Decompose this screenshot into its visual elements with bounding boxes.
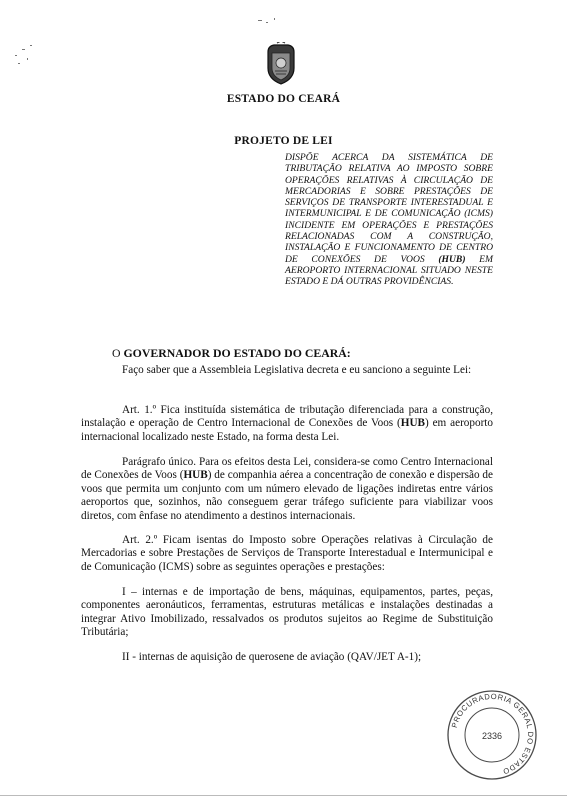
bill-summary-text-after: EM AEROPORTO INTERNACIONAL SITUADO NESTE ESTADO E DÁ OUTRAS PROVIDÊNCIAS. [285, 253, 493, 288]
article-1 [81, 404, 493, 444]
enactment-clause: Faço saber que a Assembleia Legislativa decreta e eu sanciono a seguinte Lei: [122, 364, 472, 376]
governor-heading [112, 346, 351, 361]
article-1-text-after: ) em aeroporto internacional localizado neste Estado, na forma desta Lei. [81, 417, 494, 443]
bill-summary-hub: (HUB) [438, 253, 466, 265]
stamp-page-number: 2336 [481, 731, 503, 741]
bill-title: PROJETO DE LEI [234, 135, 333, 147]
article-1-hub: HUB [400, 417, 425, 430]
governor-prefix: O [112, 346, 121, 360]
article-2-item-1: I – internas e de importação de bens, máquinas, equipamentos, partes, peças, componentes aeronáuticos, ferramentas, estruturas metálicas e instalações destinadas a integrar Ativo Imobilizado, ressalvados os produtos sujeitos ao Regime de Substituição Tributária; [81, 586, 493, 639]
state-coat-of-arms-icon [264, 42, 298, 86]
bill-summary-text-before: DISPÕE ACERCA DA SISTEMÁTICA DE TRIBUTAÇÃO RELATIVA AO IMPOSTO SOBRE OPERAÇÕES RELATIVAS À CIRCULAÇÃO DE MERCADORIAS E SOBRE PRESTAÇÕES DE SERVIÇOS DE TRANSPORTE INTERESTADUAL E INTERMUNICIPAL E DE COMUNICAÇÃO (ICMS) INCIDENTE EM OPERAÇÕES E PRESTAÇÕES RELACIONADAS COM A CONSTRUÇÃO, INSTALAÇÃO E FUNCIONAMENTO DE CENTRO DE CONEXÕES DE VOOS [285, 152, 493, 265]
sole-paragraph-hub: HUB [183, 469, 208, 482]
article-2: Art. 2.º Ficam isentas do Imposto sobre Operações relativas à Circulação de Mercadorias e sobre Prestações de Serviços de Transporte Interestadual e Intermunicipal e de Comunicação (ICMS) sobre as seguintes operações e prestações: [81, 534, 493, 573]
article-1-text-before: Art. 1.º Fica instituída sistemática de tributação diferenciada para a construção, instalação e operação de Centro Internacional de Conexões de Voos ( [81, 404, 493, 430]
attorney-general-stamp [444, 687, 540, 783]
bill-summary [285, 152, 493, 288]
article-1-sole-paragraph [81, 456, 493, 523]
sole-paragraph-text-after: ) de companhia aérea a concentração de conexão e dispersão de voos que permita um conjunto com um número elevado de ligações indiretas entre vários aeroportos que, sozinhos, não conseguem gerar tráfego suficiente para viabilizar voos diretos, com ênfase no atendimento a destinos internacionais. [81, 469, 493, 522]
stamp-text: PROCURADORIA GERAL DO ESTADO [449, 691, 536, 777]
governor-title: GOVERNADOR DO ESTADO DO CEARÁ: [123, 346, 351, 360]
sole-paragraph-text-before: Parágrafo único. Para os efeitos desta Lei, considera-se como Centro Internacional de Conexões de Voos ( [81, 456, 493, 482]
state-name-heading: ESTADO DO CEARÁ [226, 93, 341, 105]
article-2-item-2: II - internas de aquisição de querosene de aviação (QAV/JET A-1); [122, 651, 422, 663]
page-bottom-edge [0, 795, 567, 796]
